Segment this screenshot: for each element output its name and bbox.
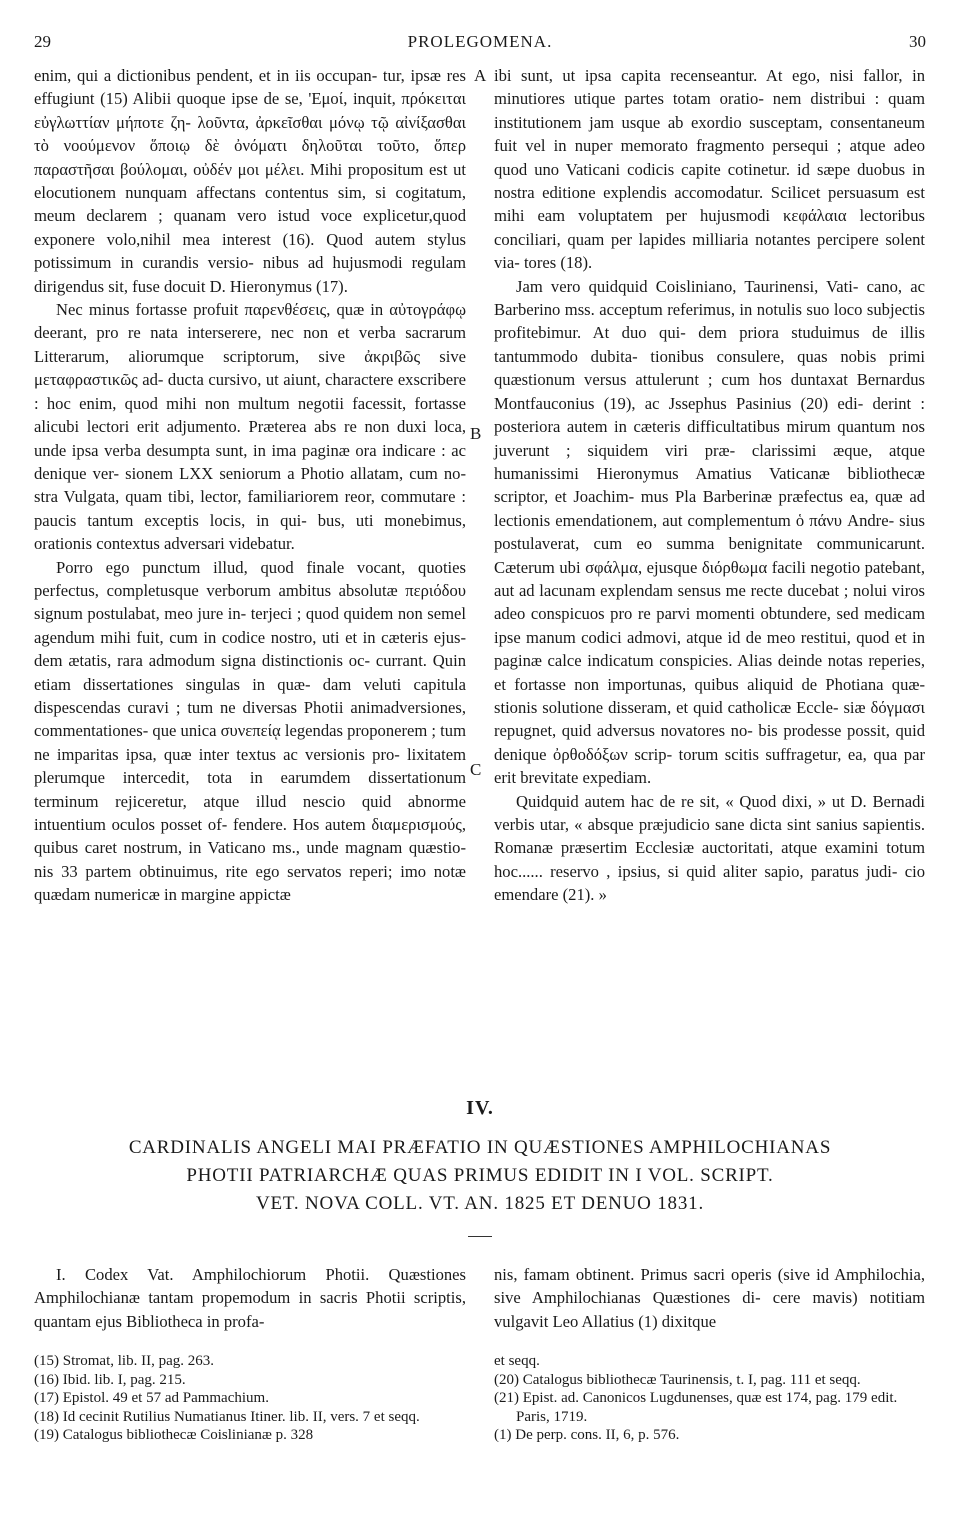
footnote: (1) De perp. cons. II, 6, p. 576. xyxy=(494,1427,680,1444)
footnote: (21) Epist. ad. Canonicos Lugdunenses, quæ est 174, pag. 179 edit. Paris, 1719. xyxy=(494,1390,898,1425)
section-left-column xyxy=(34,1263,466,1333)
section-right-column xyxy=(494,1263,925,1333)
margin-marker-b: B xyxy=(470,424,482,443)
running-title: PROLEGOMENA. xyxy=(407,32,553,51)
paragraph: nis, famam obtinent. Primus sacri operis (sive id Amphilochia, sive Amphilochianas Quæstiones di- cere mavis) notitiam vulgavit Leo Allatius (1) dixitque xyxy=(494,1265,925,1331)
footnote: (20) Catalogus bibliothecæ Taurinensis, t. I, pag. 111 et seqq. xyxy=(494,1371,861,1388)
margin-marker-a: A xyxy=(474,66,487,85)
paragraph: Nec minus fortasse profuit παρενθέσεις, quæ in αὐτογράφῳ deerant, pro re nata interserere, nec non et verba sacrarum Litterarum, aliorumque scriptorum, sive ἀκριβῶς sive μεταφραστικῶς ad- ducta cursivo, ut aiunt, charactere exscribere : hoc enim, quod mihi non multum negotii facessit, fortasse alicubi lectori erit adjumento. Præterea abs re non duxi loca, unde ipsa verba desumpta sunt, in ima paginæ ora indicare : ac denique ver- sionem LXX seniorum a Photio allatam, cum no- stra Vulgata, quam tibi, lector, familiariorem reor, commutare : paucis tantum exceptis locis, in qui- bus, uti monebimus, orationis contextus adversari videbatur. xyxy=(34,300,466,554)
page-number-left: 29 xyxy=(34,32,51,51)
paragraph: enim, qui a dictionibus pendent, et in iis occupan- tur, ipsæ res effugiunt (15) Alibii quoque ipse de se, 'Εμοί, inquit, πρόκειται εὐγλωττίαν μήποτε ζη- λοῦντα, ἀρκεῖσθαι μόνῳ τῷ αἰνίξασθαι τὸ νοούμενον ὅποιῳ δὲ ὀνόματι δηλοῦται τοῦτο, ὅπερ παραστῆσαι βούλομαι, οὐδέν μοι μέλει. Mihi propositum est ut elocutionem nunquam affectans contentus sim, si cogitatum, meum declarem ; quanam vero istud voce explicetur,quod exponere volo,nihil mea interest (16). Quod autem stylus potissimum in curandis versio- nibus ad hujusmodi regulam dirigendus sit, fuse docuit D. Hieronymus (17). xyxy=(34,66,466,296)
footnote: (19) Catalogus bibliothecæ Coislinianæ p. 328 xyxy=(34,1427,314,1444)
footnote: (15) Stromat, lib. II, pag. 263. xyxy=(34,1353,214,1369)
paragraph: I. Codex Vat. Amphilochiorum Photii. Quæstiones Amphilochianæ tantam propemodum in sacris Photii scriptis, quantam ejus Bibliotheca in profa- xyxy=(34,1265,466,1331)
footnote: (16) Ibid. lib. I, pag. 215. xyxy=(34,1371,186,1388)
section-title-line: VET. NOVA COLL. VT. AN. 1825 ET DENUO 1831. xyxy=(256,1193,704,1214)
running-header xyxy=(34,32,926,56)
page-number-right: 30 xyxy=(909,32,926,51)
paragraph: Porro ego punctum illud, quod finale vocant, quoties perfectus, completusque verborum ambitus absolutæ περιόδου signum postulabat, meo jure in- terjeci ; quod quidem non semel agendum mihi fuit, cum in codice nostro, uti et in cæteris ejus- dem ætatis, rara admodum signa distinctionis oc- currant. Quin etiam dissertationes singulas in quæ- dam veluti capitula dispescendas curavi ; tum ne diversas Photii animadversiones, commentationes- que unica συνεπείᾳ legendas proponerem ; tum ne imparitas ipsa, quæ inter textus ac versionis pro- lixitatem plerumque intercedit, tota in earumdem dissertationum terminum rejiceretur, atque illud nescio quid abnorme intuentium oculos posset of- fendere. Hos autem διαμερισμούς, quibus caret nostrum, in Vaticano ms., unde magnam quæstio- nis 33 partem obtinuimus, rite ego servatos reperi; imo notæ quædam numericæ in margine appictæ xyxy=(34,557,466,905)
footnotes-left xyxy=(34,1352,466,1445)
section-title-line: PHOTII PATRIARCHÆ QUAS PRIMUS EDIDIT IN I VOL. SCRIPT. xyxy=(186,1165,774,1186)
left-column xyxy=(34,64,466,907)
section-number: IV. xyxy=(466,1097,494,1119)
footnote: (17) Epistol. 49 et 57 ad Pammachium. xyxy=(34,1390,269,1407)
footnote: et seqq. xyxy=(494,1353,540,1369)
section-rule xyxy=(468,1236,492,1237)
footnotes-right xyxy=(494,1352,925,1445)
paragraph: Jam vero quidquid Coisliniano, Taurinensi, Vati- cano, ac Barberino mss. acceptum referimus, in notulis suo loco subjectis profitebimur. At duo qui- dem priora studuimus de illis tantummodo dubita- tionibus consulere, quas nobis primi quæstionum versus attulerunt ; cum hos duntaxat Bernardus Montfauconius (19), ac Jssephus Pasinius (20) edi- derint : posteriora autem in cæteris difficultatibus mirum quantum nos juverunt ; siquidem viri præ- clarissimi æque, atque humanissimi Hieronymus Amatius Vaticanæ bibliothecæ scriptor, et Joachim- mus Pla Barberinæ præfectus ea, quæ ad lectionis emendationem, aut complementum ὁ πάνυ Andre- sius postulaverat, cum eo summa benignitate communicarunt. Cæterum ubi σφάλμα, ejusque διόρθωμα facili negotio patebant, aut ad lacunam explendam sensus me recte ducebat ; nolui viros adeo conspicuos pro re parvi momenti obtundere, sed medicam ipse manum codici admovi, atque id de meo restitui, quod et in paginæ calce indicatum conspicies. Alias deinde notas reperies, et fortasse non importunas, quibus aliquid de Photiana quæ- stionis solutione disseram, et quid catholicæ Eccle- siæ δόγμασι repugnet, quid adversus novatores no- bis prodesse possit, quid denique ὀρθοδόξων scrip- torum scitis suffragetur, ea, qua par erit brevitate expediam. xyxy=(494,276,925,788)
paragraph: Quidquid autem hac de re sit, « Quod dixi, » ut D. Bernadi verbis utar, « absque præjudicio sane dicta sint sanius sapientis. Romanæ præsertim Ecclesiæ auctoritati, atque examini totum hoc...... reservo , ipsius, si quid aliter sapio, paratus judi- cio emendare (21). » xyxy=(494,791,925,905)
paragraph: ibi sunt, ut ipsa capita recenseantur. At ego, nisi fallor, in minutiores utique partes totam oratio- nem distribui : quam institutionem jam usque ab exordio susceptam, consentaneum fuit vel in nuper memorato fragmento persequi ; atque adeo quod uno Vaticani codicis capite cotinetur. id sæpe duobus in nostra editione explendis accomodatur. Scilicet persuasum est mihi eam voluptatem per hujusmodi κεφάλαια lectoribus conciliari, quam per lapides milliaria notantes percipere solent via- tores (18). xyxy=(494,66,925,273)
section-title-line: CARDINALIS ANGELI MAI PRÆFATIO IN QUÆSTIONES AMPHILOCHIANAS xyxy=(128,1137,832,1158)
margin-marker-c: C xyxy=(470,760,482,779)
right-column xyxy=(494,64,925,907)
section-title xyxy=(60,1134,900,1218)
footnote: (18) Id cecinit Rutilius Numatianus Itiner. lib. II, vers. 7 et seqq. xyxy=(34,1408,420,1425)
